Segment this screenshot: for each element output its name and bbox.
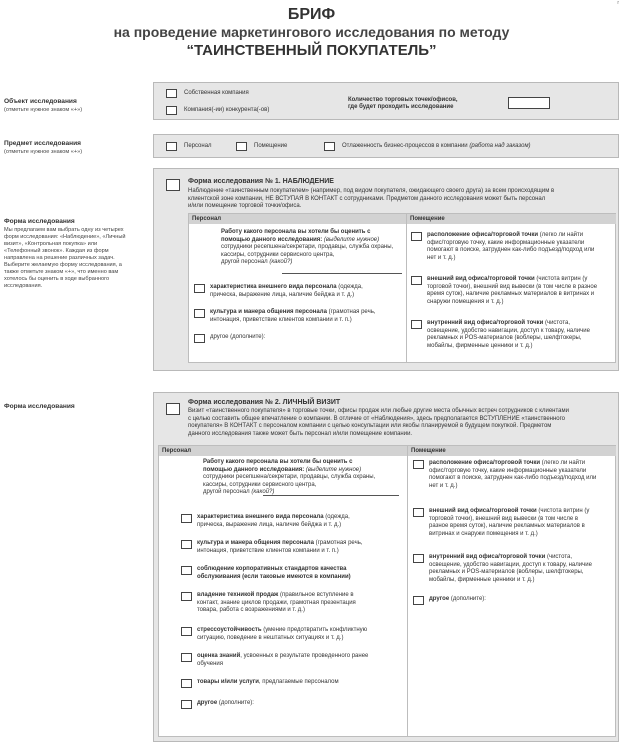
own-company-label: Собственная компания (184, 90, 249, 96)
form2-other-checkbox[interactable] (181, 700, 192, 709)
form1-appearance-checkbox[interactable] (194, 284, 205, 293)
form2-location-checkbox[interactable] (413, 460, 424, 469)
form2-staff-question: Работу какого персонала вы хотели бы оценить с помощью данного исследования: (выделите нужное) сотрудники ресепшена/секретари, продавцы, служба охраны, кассиры, сотрудники сервисного центра, другой персонал (какой?) (203, 459, 376, 495)
form1-col-premises: Помещение (407, 214, 616, 224)
form2-title: Форма исследования № 2. ЛИЧНЫЙ ВИЗИТ (188, 399, 341, 406)
form2-standards-checkbox[interactable] (181, 566, 192, 575)
form2-description: Визит «таинственного покупателя» в торговые точки, офисы продаж или любые другие места обычных встреч сотрудников с клиентами с целью составить общее впечатление о компании. В отличие от «Наблюдения», здесь предполагается ВСТУПЛЕНИЕ «таинственного покупателя» В КОНТАКТ с персоналом компании с целью консультации или якобы планируемой в будущем покупкой. Предметом данного исследования также может быть персонал и/или помещение компании. (188, 408, 569, 437)
form2-panel (153, 392, 619, 742)
form2-prem-other-checkbox[interactable] (413, 596, 424, 605)
form1-title: Форма исследования № 1. НАБЛЮДЕНИЕ (188, 178, 334, 185)
form2-stress-checkbox[interactable] (181, 627, 192, 636)
points-label-1: Количество торговых точек/офисов, (348, 97, 458, 103)
process-checkbox[interactable] (324, 142, 335, 151)
form2-knowledge-checkbox[interactable] (181, 653, 192, 662)
form2-sales-checkbox[interactable] (181, 592, 192, 601)
corner-mark: r (617, 0, 619, 6)
object-hint: (отметьте нужное знаком «+») (4, 107, 83, 113)
points-count-input[interactable] (508, 97, 550, 109)
page-subtitle: на проведение маркетингового исследования по методу (113, 24, 510, 40)
form1-checkbox[interactable] (166, 179, 180, 191)
form2-manner-checkbox[interactable] (181, 540, 192, 549)
competitor-checkbox[interactable] (166, 106, 177, 115)
object-label: Объект исследования (4, 98, 77, 105)
form2-appearance-checkbox[interactable] (181, 514, 192, 523)
form2-col-staff: Персонал (159, 446, 407, 456)
staff-label: Персонал (184, 143, 212, 149)
subject-hint: (отметьте нужное знаком «+») (4, 149, 83, 155)
form2-checkbox[interactable] (166, 403, 180, 415)
form2-interior-checkbox[interactable] (413, 554, 424, 563)
staff-checkbox[interactable] (166, 142, 177, 151)
form1-description: Наблюдение «таинственным покупателем» (например, под видом покупателя, ожидающего своего друга) за всем происходящим в клиентской зоне компании, НЕ ВСТУПАЯ В КОНТАКТ с сотрудниками. Предметом данного исследования может быть персонал и/или помещение торговой точки/офиса. (188, 188, 555, 209)
method-title: “ТАИНСТВЕННЫЙ ПОКУПАТЕЛЬ” (186, 42, 437, 59)
page-title: БРИФ (287, 6, 336, 23)
form2-table: Персонал Помещение Работу какого персонала вы хотели бы оценить с помощью данного исследования: (выделите нужное) сотрудники ресепшена/секретари, продавцы, служба охраны, кассиры, сотрудники сервисного центра, другой персонал (какой?) характеристика внешнего вида персонала (одежда, прическа, выражение лица, наличие бейджа и т. д.) культура и манера общения персонала (грамотная речь, интонация, приветствие клиентов компании и т. п.) соблюдение корпоративных стандартов качества обслуживания (если таковые имеются в компании) владение техникой продаж (правильное вступление в контакт, знание циклов продажи, грамотная презентация товара, работа с возражениями и т. д.) стрессоустойчивость (умение предотвратить конфликтную ситуацию, поведение в нештатных ситуациях и т. д.) оценка знаний, усвоенных в результате проведенного ранее обучения товары и/или услуги, предлагаемые персоналом другое (дополните): расположение офиса/торговой точки (легко ли найти офис/торговую точку, какие информационные указатели помогают в поиске, затруднен как-либо подъезд/подход или нет и т. д.) внешний вид офиса/торговой точки (чистота витрин (у торговой точки), внешний вид вывески (в том числе в разное время суток), наличие рекламных материалов в витринах и снаружи помещения и т. д.) внутренний вид офиса/торговой точки (чистота, освещение, удобство навигации, доступ к товару, наличие рекламных и POS-материалов (воблеры, шелфтокеры, мобайлы, фирменные ценники и т. д.) другое (дополните): (158, 445, 616, 737)
subject-label: Предмет исследования (4, 140, 82, 147)
form1-manner-checkbox[interactable] (194, 309, 205, 318)
premises-checkbox[interactable] (236, 142, 247, 151)
form1-location-checkbox[interactable] (411, 232, 422, 241)
form1-panel (153, 168, 619, 371)
form2-products-checkbox[interactable] (181, 679, 192, 688)
process-label: Отлаженность бизнес-процессов в компании (работа над заказом) (342, 143, 531, 149)
competitor-label: Компания(-ии) конкурента(-ов) (184, 107, 270, 113)
form1-table: Персонал Помещение Работу какого персонала вы хотели бы оценить с помощью данного исследования: (выделите нужное) сотрудники ресепшена/секретари, продавцы, служба охраны, кассиры, сотрудники сервисного центра, другой персонал (какой?) характеристика внешнего вида персонала (одежда, прическа, выражение лица, наличие бейджа и т. д.) культура и манера общения персонала (грамотная речь, интонация, приветствие клиентов компании и т. п.) другое (дополните): расположение офиса/торговой точки (легко ли найти офис/торговую точку, какие информационные указатели помогают в поиске, затруднен как-либо подъезд/подход или нет и т. д.) внешний вид офиса/торговой точки (чистота витрин (у торговой точки), внешний вид вывески (в том числе в разное время суток), наличие рекламных материалов в витринах и снаружи помещения и т. д.) внутренний вид офиса/торговой точки (чистота, освещение, удобство навигации, доступ к товару, наличие рекламных и POS-материалов (воблеры, шелфтокеры, мобайлы, фирменные ценники и т. д.) (188, 213, 616, 363)
form1-staff-question: Работу какого персонала вы хотели бы оценить с помощью данного исследования: (выделите нужное) сотрудники ресепшена/секретари, продавцы, служба охраны, кассиры, сотрудники сервисного центра, другой персонал (какой?) (221, 229, 394, 265)
form1-exterior-checkbox[interactable] (411, 276, 422, 285)
subject-panel (153, 134, 619, 158)
own-company-checkbox[interactable] (166, 89, 177, 98)
object-panel (153, 82, 619, 120)
form1-interior-checkbox[interactable] (411, 320, 422, 329)
points-label-2: где будет проходить исследование (348, 104, 454, 110)
form-label-body: Мы предлагаем вам выбрать одну из четырех форм исследования: «Наблюдение», «Личный визит», «Контрольная покупка» или «Телефонный звонок». Каждая из форм направлена на решение различных задач. Выберите желаемую форму исследования, а также отметьте знаком «+», что именно вам хотелось бы оценить в ходе выбранного исследования. (4, 227, 126, 289)
premises-label: Помещение (254, 143, 288, 149)
form-label-title: Форма исследования (4, 218, 75, 225)
form2-exterior-checkbox[interactable] (413, 508, 424, 517)
form2-col-premises: Помещение (408, 446, 616, 456)
form1-col-staff: Персонал (189, 214, 406, 224)
form2-label: Форма исследования (4, 403, 75, 410)
form1-other-checkbox[interactable] (194, 334, 205, 343)
